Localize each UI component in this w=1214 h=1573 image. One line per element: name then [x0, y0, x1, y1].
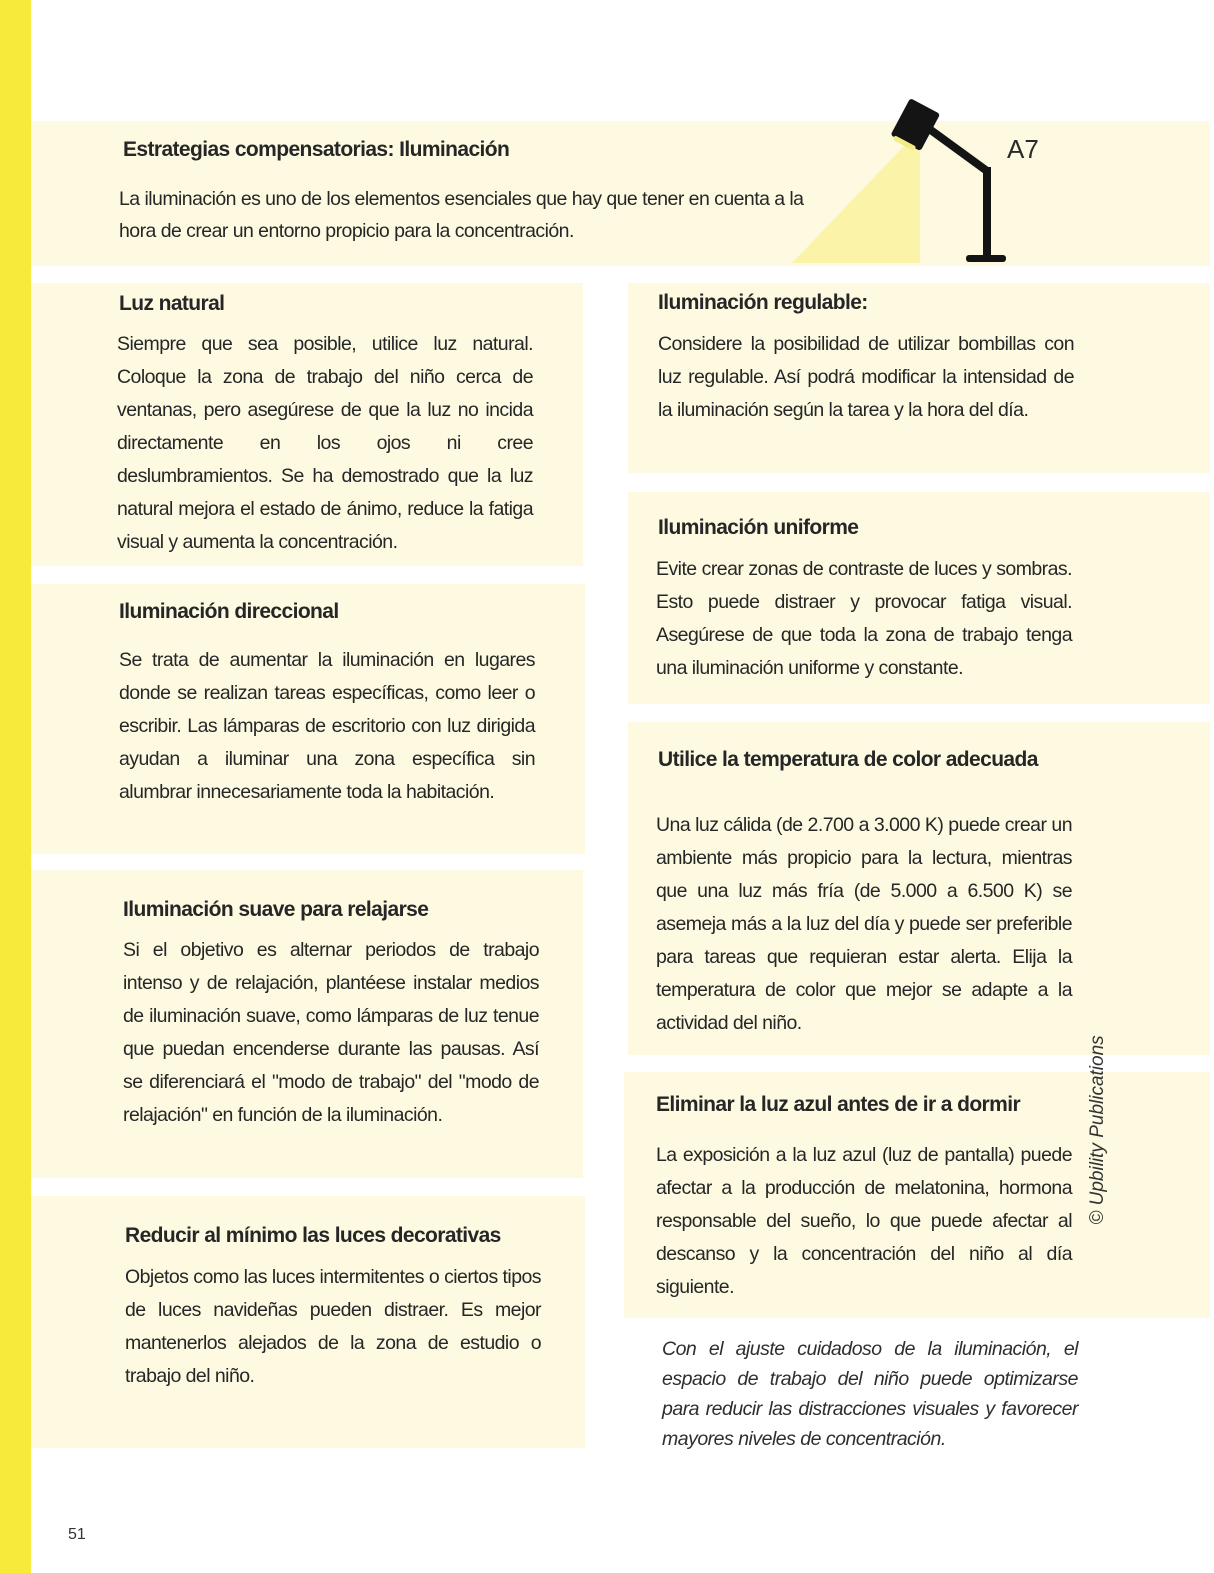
accent-stripe: [0, 0, 31, 1573]
page-number: 51: [68, 1526, 86, 1543]
regulable-body: Considere la posibilidad de utilizar bombillas con luz regulable. Así podrá modificar la intensidad de la iluminación según la tarea y la hora del día.: [658, 333, 1074, 421]
luz-natural-title: Luz natural: [119, 292, 225, 315]
temperatura-title: Utilice la temperatura de color adecuada: [658, 748, 1038, 771]
luz-natural-body: Siempre que sea posible, utilice luz natural. Coloque la zona de trabajo del niño cerca de ventanas, pero asegúrese de que la luz no incida directamente en los ojos ni cree deslumbramientos. Se ha demostrado que la luz natural mejora el estado de ánimo, reduce la fatiga visual y aumenta la concentración.: [117, 333, 533, 553]
temperatura-body: Una luz cálida (de 2.700 a 3.000 K) puede crear un ambiente más propicio para la lectura, mientras que una luz más fría (de 5.000 a 6.500 K) se asemeja más a la luz del día y puede ser preferible para tareas que requieran estar alerta. Elija la temperatura de color que mejor se adapte a la actividad del niño.: [656, 814, 1072, 1034]
decorativas-title: Reducir al mínimo las luces decorativas: [125, 1224, 501, 1247]
decorativas-body: Objetos como las luces intermitentes o ciertos tipos de luces navideñas pueden distraer. Es mejor mantenerlos alejados de la zona de estudio o trabajo del niño.: [125, 1266, 541, 1387]
activity-code: A7: [1007, 134, 1039, 164]
regulable-title: Iluminación regulable:: [658, 291, 868, 314]
copyright-notice: © Upbility Publications: [1087, 1035, 1108, 1225]
uniforme-body: Evite crear zonas de contraste de luces y sombras. Esto puede distraer y provocar fatiga visual. Asegúrese de que toda la zona de trabajo tenga una iluminación uniforme y constante.: [656, 558, 1072, 679]
lamp-lower-arm: [983, 167, 991, 259]
suave-body: Si el objetivo es alternar periodos de trabajo intenso y de relajación, plantéese instalar medios de iluminación suave, como lámparas de luz tenue que puedan encenderse durante las pausas. Así se diferenciará el "modo de trabajo" del "modo de relajación" en función de la iluminación.: [123, 939, 539, 1126]
suave-title: Iluminación suave para relajarse: [123, 898, 429, 921]
luz-azul-body: La exposición a la luz azul (luz de pantalla) puede afectar a la producción de melatonina, hormona responsable del sueño, lo que puede afectar al descanso y la concentración del niño al día siguiente.: [656, 1144, 1072, 1298]
intro-text: La iluminación es uno de los elementos esenciales que hay que tener en cuenta a la hora de crear un entorno propicio para la concentración.: [119, 188, 804, 242]
lamp-upper-arm: [928, 128, 987, 171]
lamp-shade: [890, 98, 940, 151]
closing-note: Con el ajuste cuidadoso de la iluminación, el espacio de trabajo del niño puede optimizarse para reducir las distracciones visuales y favorecer mayores niveles de concentración.: [662, 1338, 1078, 1450]
uniforme-title: Iluminación uniforme: [658, 516, 859, 539]
direccional-title: Iluminación direccional: [119, 600, 339, 623]
luz-azul-title: Eliminar la luz azul antes de ir a dormir: [656, 1093, 1021, 1116]
direccional-body: Se trata de aumentar la iluminación en lugares donde se realizan tareas específicas, como leer o escribir. Las lámparas de escritorio con luz dirigida ayudan a iluminar una zona específica sin alumbrar innecesariamente toda la habitación.: [119, 649, 535, 803]
page-title: Estrategias compensatorias: Iluminación: [123, 138, 510, 161]
